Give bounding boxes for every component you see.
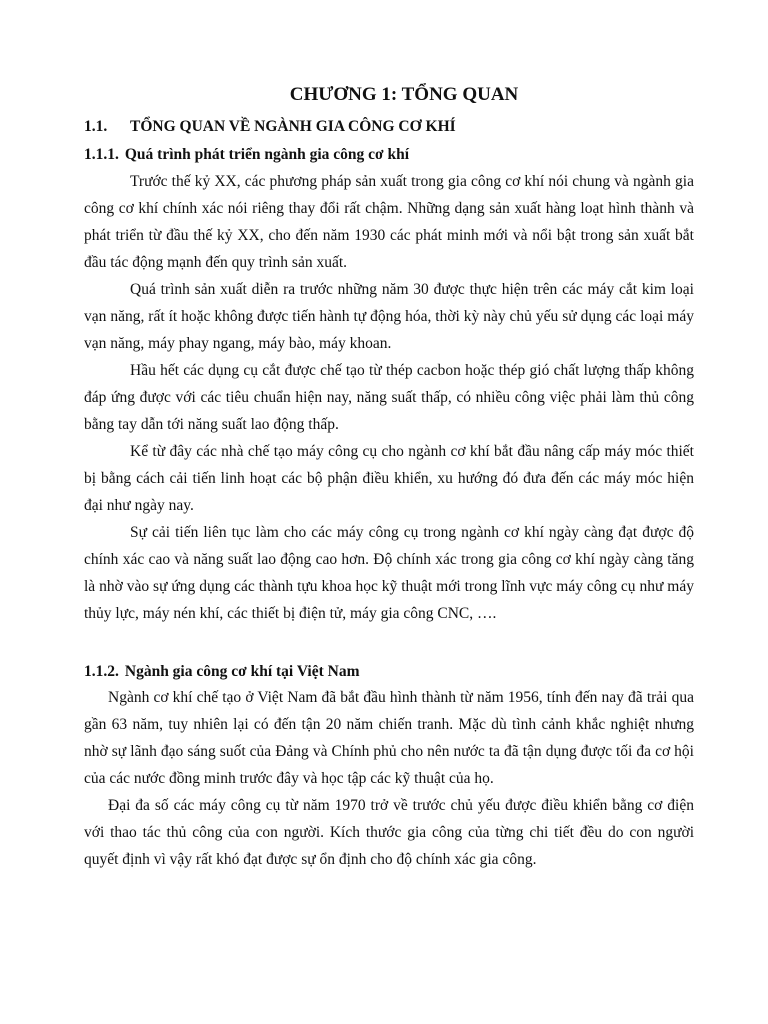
section-title: TỔNG QUAN VỀ NGÀNH GIA CÔNG CƠ KHÍ (130, 118, 456, 135)
section-number: 1.1. (84, 118, 108, 135)
paragraph: Kể từ đây các nhà chế tạo máy công cụ cho ngành cơ khí bắt đầu nâng cấp máy móc thiết bị bằng cách cải tiến linh hoạt các bộ phận điều khiển, xu hướng đó đưa đến các máy móc hiện đại như ngày nay. (84, 443, 694, 514)
paragraph: Quá trình sản xuất diễn ra trước những năm 30 được thực hiện trên các máy cắt kim loại vạn năng, rất ít hoặc không được tiến hành tự động hóa, thời kỳ này chủ yếu sử dụng các loại máy vạn năng, máy phay ngang, máy bào, máy khoan. (84, 281, 694, 352)
paragraph: Ngành cơ khí chế tạo ở Việt Nam đã bắt đầu hình thành từ năm 1956, tính đến nay đã trải qua gần 63 năm, tuy nhiên lại có đến tận 20 năm chiến tranh. Mặc dù tình cảnh khắc nghiệt nhưng nhờ sự lãnh đạo sáng suốt của Đảng và Chính phủ cho nên nước ta đã tận dụng được tối đa cơ hội của các nước đồng minh trước đây và học tập các kỹ thuật của họ. (84, 689, 694, 787)
section-heading-1-1-1 (84, 146, 409, 164)
section-title: Quá trình phát triển ngành gia công cơ khí (124, 146, 410, 163)
section-number: 1.1.1. (84, 146, 119, 163)
chapter-title: CHƯƠNG 1: TỔNG QUAN (289, 84, 519, 105)
paragraph: Đại đa số các máy công cụ từ năm 1970 trở về trước chủ yếu được điều khiển bằng cơ điện với thao tác thủ công của con người. Kích thước gia công của từng chi tiết đều do con người quyết định vì vậy rất khó đạt được sự ổn định cho độ chính xác gia công. (84, 797, 694, 868)
section-heading-1-1 (84, 118, 456, 136)
section-title: Ngành gia công cơ khí tại Việt Nam (124, 663, 360, 680)
paragraph: Trước thế kỷ XX, các phương pháp sản xuất trong gia công cơ khí nói chung và ngành gia công cơ khí chính xác nói riêng thay đổi rất chậm. Những dạng sản xuất hàng loạt hình thành và phát triển từ đầu thế kỷ XX, cho đến năm 1930 các phát minh mới và nổi bật trong sản xuất bắt đầu tác động mạnh đến quy trình sản xuất. (84, 173, 694, 271)
section-heading-1-1-2 (84, 663, 360, 681)
paragraph: Sự cải tiến liên tục làm cho các máy công cụ trong ngành cơ khí ngày càng đạt được độ chính xác cao và năng suất lao động cao hơn. Độ chính xác trong gia công cơ khí ngày càng tăng là nhờ vào sự ứng dụng các thành tựu khoa học kỹ thuật mới trong lĩnh vực máy công cụ như máy thủy lực, máy nén khí, các thiết bị điện tử, máy gia công CNC, …. (84, 524, 694, 622)
section-number: 1.1.2. (84, 663, 119, 680)
paragraph: Hầu hết các dụng cụ cắt được chế tạo từ thép cacbon hoặc thép gió chất lượng thấp không đáp ứng được với các tiêu chuẩn hiện nay, năng suất thấp, có nhiều công việc phải làm thủ công bằng tay dẫn tới năng suất lao động thấp. (84, 362, 694, 433)
